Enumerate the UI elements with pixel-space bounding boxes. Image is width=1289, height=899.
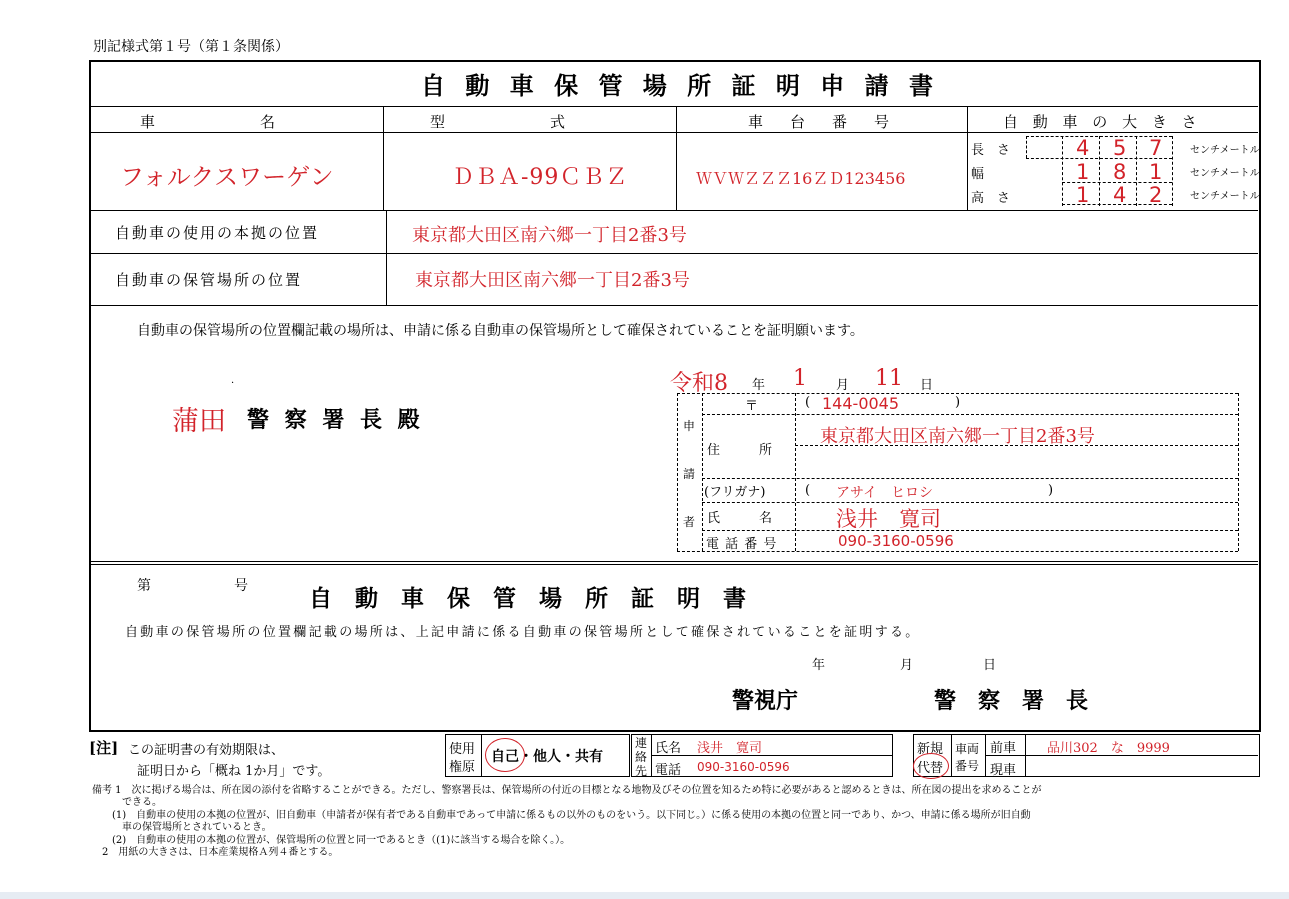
remark-line-3: (1) 自動車の使用の本拠の位置が、旧自動車（申請者が保有者である自動車であって申請に係るもの以外のものをいう。以下同じ。）に係る使用の本拠の位置と同一であり、かつ、申請に係る場所が旧自動	[92, 810, 1031, 821]
rights-options[interactable]: 自己・他人・共有	[491, 749, 603, 765]
cert-chief: 警 察 署 長	[934, 688, 1089, 714]
police-suffix: 警 察 署 長 殿	[247, 407, 424, 433]
window-bottom-bar	[0, 892, 1289, 899]
contact-name[interactable]: 浅井 寛司	[697, 741, 763, 756]
contact-label-2: 絡	[635, 750, 648, 764]
contact-phone[interactable]: 090-3160-0596	[697, 760, 790, 774]
length-digit-3[interactable]: 7	[1149, 136, 1163, 160]
vehicle-name[interactable]: フォルクスワーゲン	[120, 163, 334, 191]
form-label: 別記様式第１号（第１条関係）	[93, 39, 289, 55]
length-label: 長 さ	[971, 143, 1011, 158]
cert-agency: 警視庁	[732, 688, 799, 714]
prev-car-value[interactable]: 品川302 な 9999	[1047, 741, 1170, 756]
width-digit-3[interactable]: 1	[1149, 160, 1163, 184]
replacement-selected-mark	[913, 753, 949, 779]
cert-title: 自 動 車 保 管 場 所 証 明 書	[309, 585, 746, 612]
applicant-side-1: 申	[683, 419, 696, 433]
storage-location-label: 自動車の保管場所の位置	[115, 271, 303, 289]
address-label: 住 所	[707, 443, 773, 458]
postal-mark: 〒	[745, 399, 759, 414]
remark-line-6: 2 用紙の大きさは、日本産業規格Ａ列４番とする。	[92, 847, 339, 858]
furigana-open: (	[805, 483, 811, 498]
applicant-side-3: 者	[683, 515, 696, 529]
contact-name-label: 氏名	[655, 741, 682, 756]
header-model: 型 式	[430, 113, 566, 131]
cert-day-label: 日	[983, 658, 997, 673]
applicant-address[interactable]: 東京都大田区南六郷一丁目2番3号	[820, 426, 1095, 447]
use-location-value[interactable]: 東京都大田区南六郷一丁目2番3号	[412, 225, 687, 246]
height-digit-2[interactable]: 4	[1113, 183, 1127, 207]
header-size: 自 動 車 の 大 き さ	[1003, 113, 1202, 131]
note-line1: この証明書の有効期限は、	[128, 743, 285, 758]
request-text: 自動車の保管場所の位置欄記載の場所は、申請に係る自動車の保管場所として確保されていることを証明願います。	[137, 323, 864, 339]
phone-label: 電 話 番 号	[706, 537, 778, 552]
rights-label-2: 権原	[449, 760, 476, 775]
cert-month-label: 月	[900, 658, 914, 673]
plate-label-1: 車両	[955, 742, 980, 756]
plate-label-2: 番号	[955, 759, 980, 773]
furigana-close: )	[1048, 483, 1054, 498]
replacement-substitute[interactable]: 代替	[917, 761, 944, 776]
note-mark: [注]	[89, 739, 119, 757]
width-digit-2[interactable]: 8	[1113, 160, 1127, 184]
contact-phone-label: 電話	[655, 763, 682, 778]
height-digit-3[interactable]: 2	[1149, 183, 1163, 207]
unit-width: センチメートル	[1190, 168, 1260, 179]
header-car-name: 車 名	[140, 113, 276, 131]
contact-label-1: 連	[635, 736, 648, 750]
use-location-label: 自動車の使用の本拠の位置	[115, 224, 320, 242]
cert-text: 自動車の保管場所の位置欄記載の場所は、上記申請に係る自動車の保管場所として確保されていることを証明する。	[125, 625, 921, 640]
applicant-phone[interactable]: 090-3160-0596	[838, 532, 954, 550]
rights-selected-mark	[485, 738, 525, 772]
current-car-label: 現車	[990, 763, 1017, 778]
cert-number-suffix: 号	[234, 578, 248, 594]
cert-year-label: 年	[812, 658, 826, 673]
police-station[interactable]: 蒲田	[172, 406, 226, 437]
date-day[interactable]: 11	[875, 366, 903, 391]
width-label: 幅	[971, 167, 985, 182]
postal-code[interactable]: 144-0045	[822, 394, 900, 413]
header-chassis: 車 台 番 号	[748, 113, 896, 131]
applicant-side-2: 請	[683, 467, 696, 481]
storage-location-value[interactable]: 東京都大田区南六郷一丁目2番3号	[415, 270, 690, 291]
remark-line-1: 備考 1 次に掲げる場合は、所在図の添付を省略することができる。ただし、警察署長は、保管場所の付近の目標となる地物及びその位置を知るため特に必要があると認めるときは、所在図の提出を求めることが	[92, 785, 1042, 796]
name-label: 氏 名	[707, 511, 773, 526]
length-digit-2[interactable]: 5	[1113, 136, 1127, 160]
height-digit-1[interactable]: 1	[1076, 183, 1090, 207]
rights-label-1: 使用	[449, 742, 476, 757]
furigana-label: (フリガナ)	[704, 485, 766, 500]
height-label: 高 さ	[971, 191, 1011, 206]
contact-label-3: 先	[635, 764, 648, 778]
date-month-label: 月	[836, 378, 850, 393]
date-era[interactable]: 令和8	[670, 371, 728, 396]
date-year-label: 年	[752, 378, 766, 393]
date-month[interactable]: 1	[793, 366, 807, 391]
applicant-furigana[interactable]: アサイ ヒロシ	[836, 485, 934, 501]
note-line2: 証明日から「概ね 1か月」です。	[137, 764, 331, 779]
remark-line-4: 車の保管場所とされているとき。	[92, 822, 272, 833]
postal-open: (	[805, 395, 811, 410]
remark-line-2: できる。	[92, 797, 162, 808]
vehicle-chassis[interactable]: ＷＶＷＺＺＺ16ＺＤ123456	[696, 169, 906, 188]
prev-car-label: 前車	[990, 741, 1017, 756]
remark-line-5: (2) 自動車の使用の本拠の位置が、保管場所の位置と同一であるとき（(1)に該当する場合を除く。）。	[92, 835, 571, 846]
replacement-new[interactable]: 新規	[917, 742, 944, 757]
date-day-label: 日	[920, 378, 934, 393]
unit-length: センチメートル	[1190, 145, 1260, 156]
vehicle-model[interactable]: ＤＢＡ-99ＣＢＺ	[452, 165, 629, 190]
unit-height: センチメートル	[1190, 191, 1260, 202]
length-digit-1[interactable]: 4	[1076, 136, 1090, 160]
form-title: 自 動 車 保 管 場 所 証 明 申 請 書	[421, 71, 939, 100]
cert-number-prefix: 第	[137, 578, 151, 594]
postal-close: )	[955, 395, 961, 410]
applicant-name[interactable]: 浅井 寛司	[836, 507, 941, 531]
width-digit-1[interactable]: 1	[1076, 160, 1090, 184]
